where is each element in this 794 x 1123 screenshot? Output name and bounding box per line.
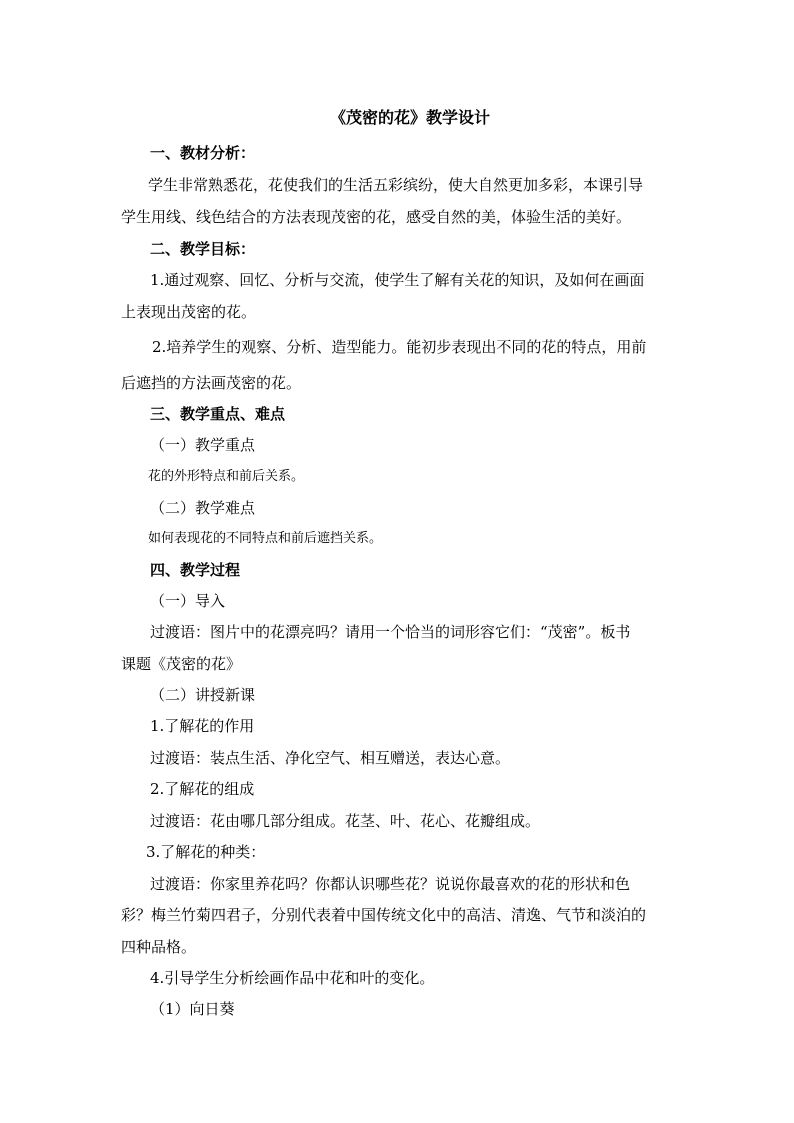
section-heading: 四、教学过程 [150, 561, 241, 579]
paragraph-line: 课题《茂密的花》 [121, 655, 242, 673]
list-item-heading: 1.了解花的作用 [150, 717, 255, 735]
paragraph-line: 学生非常熟悉花，花使我们的生活五彩缤纷，使大自然更加多彩，本课引导 [148, 176, 644, 194]
paragraph-line: 过渡语：你家里养花吗？你都认识哪些花？说说你最喜欢的花的形状和色 [150, 875, 631, 893]
paragraph-line: 过渡语：花由哪几部分组成。花茎、叶、花心、花瓣组成。 [150, 812, 541, 830]
paragraph-line: 学生用线、线色结合的方法表现茂密的花，感受自然的美，体验生活的美好。 [121, 208, 632, 226]
paragraph-line: 花的外形特点和前后关系。 [148, 469, 305, 484]
paragraph-line: 上表现出茂密的花。 [121, 303, 257, 321]
paragraph-line: 四种品格。 [121, 938, 197, 956]
paragraph-line: 如何表现花的不同特点和前后遮挡关系。 [148, 531, 383, 546]
paragraph-line: 1.通过观察、回忆、分析与交流，使学生了解有关花的知识，及如何在画面 [150, 271, 645, 289]
paragraph-line: 2.培养学生的观察、分析、造型能力。能初步表现出不同的花的特点，用前 [152, 338, 647, 356]
paragraph-line: 彩？梅兰竹菊四君子，分别代表着中国传统文化中的高洁、清逸、气节和淡泊的 [121, 906, 647, 924]
subsection-heading: （一）教学重点 [150, 436, 256, 454]
paragraph-line: 后遮挡的方法画茂密的花。 [121, 374, 302, 392]
subsection-heading: （二）讲授新课 [150, 686, 256, 704]
list-item-heading: 3.了解花的种类： [146, 843, 266, 861]
subsection-heading: （二）教学难点 [150, 499, 256, 517]
subsection-heading: （一）导入 [150, 592, 226, 610]
list-item-heading: 4.引导学生分析绘画作品中花和叶的变化。 [150, 969, 435, 987]
subsection-heading: （1）向日葵 [150, 1000, 235, 1018]
section-heading: 三、教学重点、难点 [150, 405, 286, 423]
document-title: 《茂密的花》教学设计 [330, 108, 491, 127]
list-item-heading: 2.了解花的组成 [150, 780, 255, 798]
section-heading: 二、教学目标： [150, 240, 256, 258]
section-heading: 一、教材分析： [150, 144, 256, 162]
paragraph-line: 过渡语：装点生活、净化空气、相互赠送，表达心意。 [150, 749, 511, 767]
paragraph-line: 过渡语：图片中的花漂亮吗？请用一个恰当的词形容它们：“茂密”。板书 [150, 623, 631, 641]
